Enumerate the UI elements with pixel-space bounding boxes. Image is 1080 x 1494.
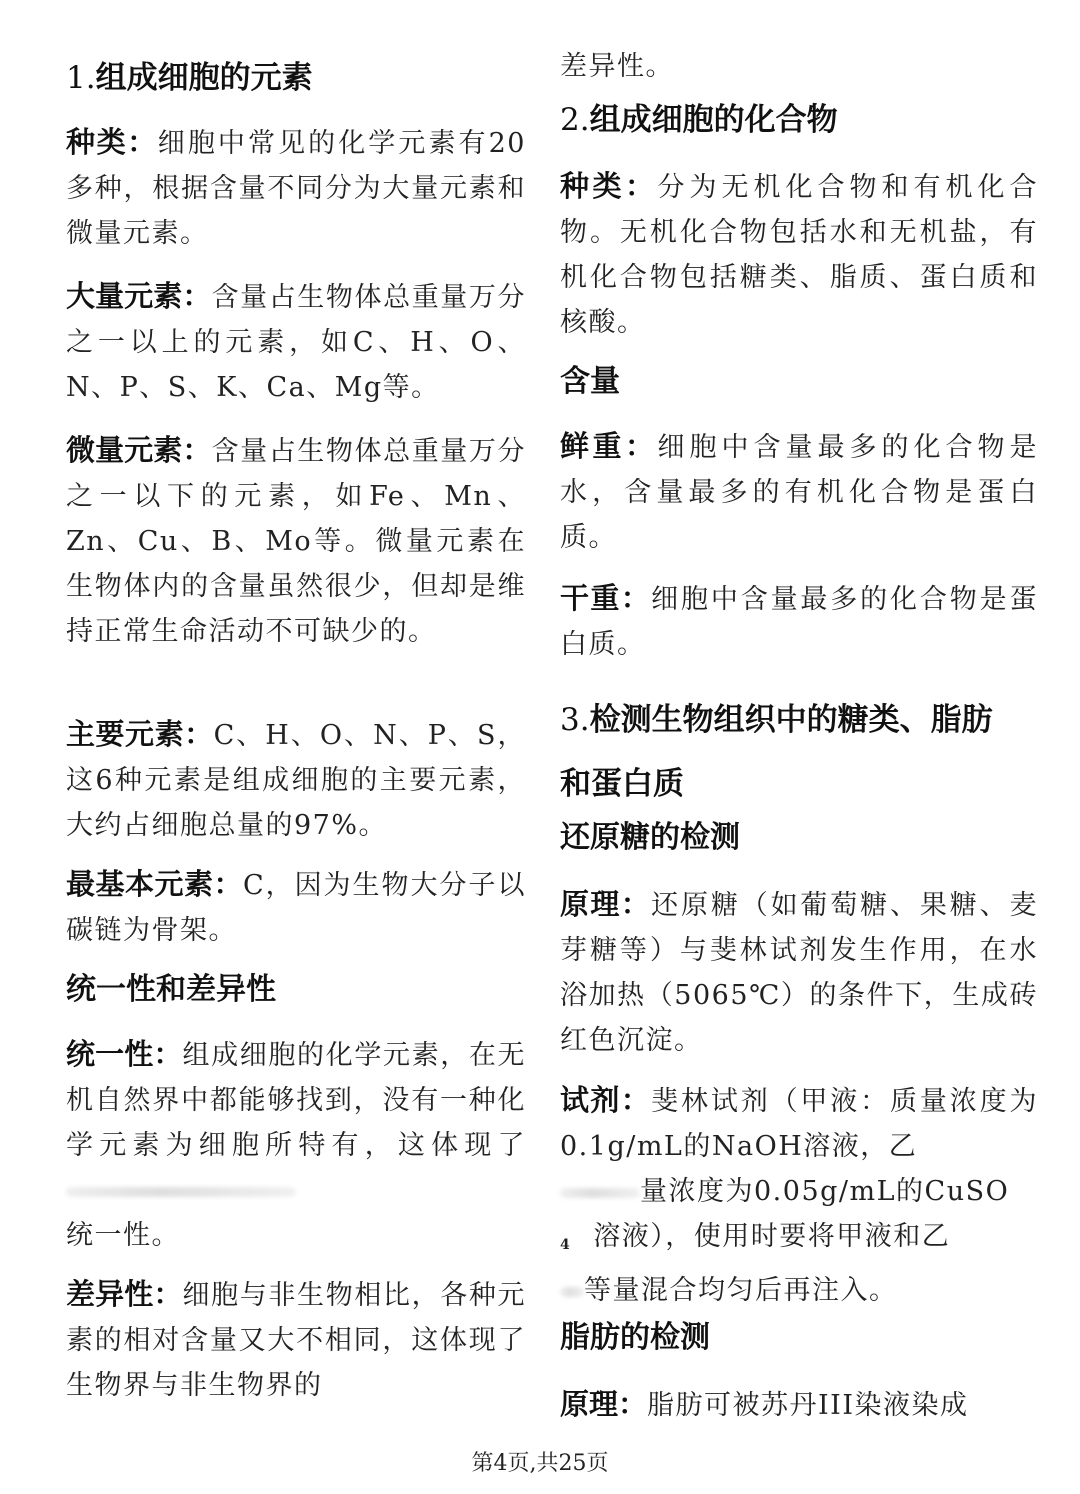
term-label: 大量元素：	[66, 279, 212, 313]
subheading-reducing-sugar	[560, 818, 1038, 858]
paragraph-dry-weight	[560, 576, 1038, 667]
page-footer: 第4页,共25页	[471, 1451, 609, 1476]
blurred-text	[560, 1188, 640, 1198]
term-label: 原理：	[560, 1387, 648, 1421]
paragraph-principle	[560, 882, 1038, 1063]
blurred-text	[560, 1287, 584, 1297]
paragraph-macro-elements	[66, 274, 526, 410]
paragraph-text: 斐林试剂（甲液：质量浓度为0.1g/mL的NaOH溶液，乙	[560, 1086, 1038, 1162]
paragraph-text: 细胞中常见的化学元素有20多种，根据含量不同分为大量元素和微量元素。	[66, 128, 526, 249]
paragraph-text: C、H、O、N、P、S，这6种元素是组成细胞的主要元素，大约占细胞总量的97%。	[66, 720, 526, 841]
blurred-text	[66, 1187, 296, 1197]
subheading: 含量	[560, 364, 620, 399]
paragraph-text: 细胞与非生物相比，各种元素的相对含量又大不相同，这体现了生物界与非生物界的	[66, 1280, 526, 1401]
section-title: 检测生物组织中的糖类、脂肪	[589, 702, 993, 738]
paragraph-fresh-weight	[560, 424, 1038, 560]
paragraph-unity	[66, 1032, 526, 1258]
subheading-content	[560, 362, 1038, 402]
term-label: 干重：	[560, 581, 652, 615]
section-title: 组成细胞的化合物	[589, 102, 838, 138]
term-label: 原理：	[560, 887, 652, 921]
subscript: 4	[560, 1237, 572, 1253]
subheading: 脂肪的检测	[560, 1320, 710, 1355]
section-title: 和蛋白质	[560, 766, 684, 802]
term-label: 试剂：	[560, 1083, 652, 1117]
subheading-unity-diversity	[66, 970, 526, 1010]
section-number: 1.	[66, 60, 96, 96]
paragraph-compound-kinds	[560, 164, 1038, 345]
paragraph-text: 统一性。	[66, 1220, 180, 1251]
term-label: 主要元素：	[66, 717, 214, 751]
paragraph-text: 含量占生物体总重量万分之一以下的元素，如Fe、Mn、Zn、Cu、B、Mo等。微量元素在生物体内的含量虽然很少，但却是维持正常生命活动不可缺少的。	[66, 436, 526, 647]
term-label: 最基本元素：	[66, 867, 243, 901]
paragraph-text: 分为无机化合物和有机化合物。无机化合物包括水和无机盐，有机化合物包括糖类、脂质、蛋白质和核酸。	[560, 172, 1038, 338]
subheading-fat-detection	[560, 1318, 1038, 1358]
paragraph-micro-elements	[66, 428, 526, 654]
paragraph-text: 细胞中含量最多的化合物是水，含量最多的有机化合物是蛋白质。	[560, 432, 1038, 553]
paragraph-text: 差异性。	[560, 51, 674, 82]
paragraph-text: 脂肪可被苏丹III染液染成	[647, 1390, 969, 1421]
section-2-heading	[560, 100, 1038, 140]
term-label: 差异性：	[66, 1277, 183, 1311]
paragraph-main-elements	[66, 712, 526, 848]
section-number: 3.	[560, 702, 590, 738]
paragraph-reagent	[560, 1078, 1038, 1313]
paragraph-diversity	[66, 1272, 526, 1408]
section-3-heading	[560, 688, 1038, 816]
subheading: 统一性和差异性	[66, 972, 276, 1007]
paragraph-text: 还原糖（如葡萄糖、果糖、麦芽糖等）与斐林试剂发生作用，在水浴加热（5065℃）的条件下，生成砖红色沉淀。	[560, 890, 1038, 1056]
term-label: 种类：	[560, 169, 658, 203]
paragraph-text: 溶液），使用时要将甲液和乙	[593, 1221, 951, 1252]
section-number: 2.	[560, 102, 590, 138]
paragraph-text: 细胞中含量最多的化合物是蛋白质。	[560, 584, 1038, 660]
paragraph-text: 含量占生物体总重量万分之一以上的元素，如C、H、O、N、P、S、K、Ca、Mg等。	[66, 282, 526, 403]
paragraph-text: 组成细胞的化学元素，在无机自然界中都能够找到，没有一种化学元素为细胞所特有，这体现了	[66, 1040, 526, 1161]
term-label: 种类：	[66, 125, 158, 159]
paragraph-diversity-tail	[560, 44, 1038, 89]
term-label: 微量元素：	[66, 433, 212, 467]
paragraph-fat-principle	[560, 1382, 1038, 1428]
section-title: 组成细胞的元素	[95, 60, 313, 96]
term-label: 统一性：	[66, 1037, 183, 1071]
paragraph-text: 等量混合均匀后再注入。	[584, 1275, 898, 1306]
section-1-heading	[66, 58, 526, 98]
paragraph-text: C，因为生物大分子以碳链为骨架。	[66, 870, 526, 946]
paragraph-kinds	[66, 120, 526, 256]
term-label: 鲜重：	[560, 429, 658, 463]
subheading: 还原糖的检测	[560, 820, 740, 855]
paragraph-text: 量浓度为0.05g/mL的CuSO	[640, 1176, 1010, 1207]
paragraph-basic-element	[66, 862, 526, 953]
